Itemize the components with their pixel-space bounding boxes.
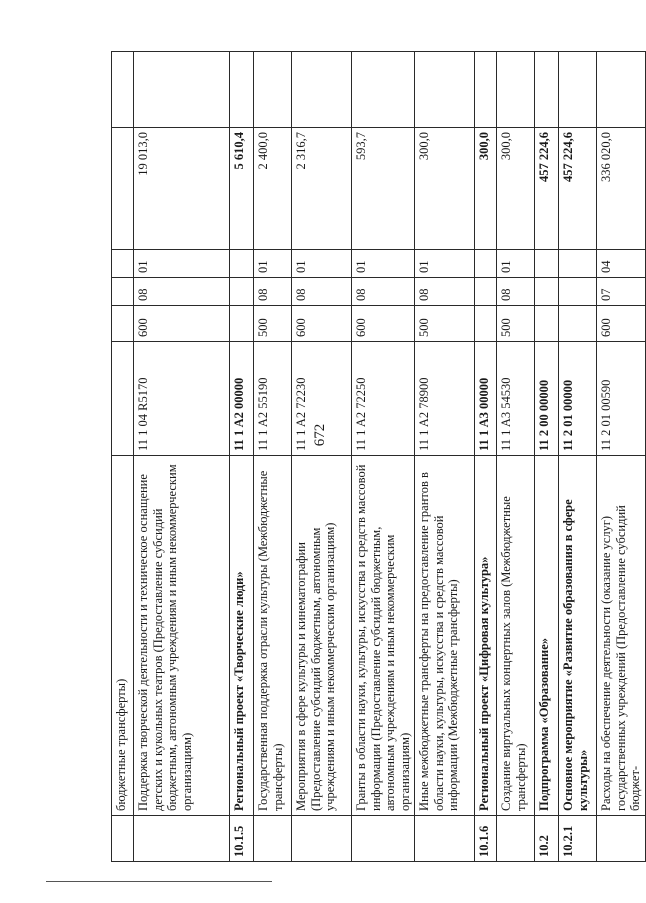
- section-code: 08: [352, 278, 415, 306]
- target-code: 11 1 A3 00000: [475, 342, 497, 456]
- amount: 457 224,6: [559, 128, 597, 250]
- section-code: 08: [134, 278, 230, 306]
- empty-cell: [559, 52, 597, 128]
- row-name: Региональный проект «Творческие люди»: [230, 456, 254, 816]
- row-number: [134, 816, 230, 862]
- subsection-code: [559, 250, 597, 278]
- amount: 457 224,6: [535, 128, 559, 250]
- row-name: Подпрограмма «Образование»: [535, 456, 559, 816]
- subsection-code: [230, 250, 254, 278]
- target-code: 11 1 A2 00000: [230, 342, 254, 456]
- row-number: 10.1.6: [475, 816, 497, 862]
- section-code: 08: [415, 278, 475, 306]
- row-name: Иные межбюджетные трансферты на предоставление грантов в области науки, культуры, искусства и средств массовой информации (Межбюджетные трансферты): [415, 456, 475, 816]
- empty-cell: [535, 52, 559, 128]
- table-row: [134, 52, 230, 862]
- section-code: 08: [292, 278, 352, 306]
- row-number: 10.1.5: [230, 816, 254, 862]
- subsection-code: 01: [497, 250, 535, 278]
- empty-cell: [597, 52, 646, 128]
- subsection-code: 01: [134, 250, 230, 278]
- subsection-code: 01: [352, 250, 415, 278]
- table-row: [254, 52, 292, 862]
- table-row: [112, 52, 134, 862]
- expense-type-code: 500: [415, 306, 475, 342]
- target-code: 11 1 A3 54530: [497, 342, 535, 456]
- row-name: Мероприятия в сфере культуры и кинематографии (Предоставление субсидий бюджетным, автономным учреждениям и иным некоммерческим организациям): [292, 456, 352, 816]
- target-code: 11 1 A2 55190: [254, 342, 292, 456]
- empty-cell: [112, 52, 134, 128]
- row-number: [597, 816, 646, 862]
- section-code: 08: [497, 278, 535, 306]
- amount: 19 013,0: [134, 128, 230, 250]
- expense-type-code: 600: [352, 306, 415, 342]
- amount: 593,7: [352, 128, 415, 250]
- target-code: 11 2 01 00590: [597, 342, 646, 456]
- empty-cell: [254, 52, 292, 128]
- amount: 5 610,4: [230, 128, 254, 250]
- row-number: [497, 816, 535, 862]
- amount: [112, 128, 134, 250]
- row-name: Региональный проект «Цифровая культура»: [475, 456, 497, 816]
- empty-cell: [230, 52, 254, 128]
- table-row: [497, 52, 535, 862]
- row-name: Гранты в области науки, культуры, искусства и средств массовой информации (Предоставление субсидий бюджетным, автономным учреждениям и иным некоммерческим организациям): [352, 456, 415, 816]
- row-name: Основное мероприятие «Развитие образования в сфере культуры»: [559, 456, 597, 816]
- row-name: Поддержка творческой деятельности и техническое оснащение детских и кукольных театров (Предоставление субсидий бюджетным, автономным учреждениям и иным некоммерческим организациям): [134, 456, 230, 816]
- expense-type-code: 600: [134, 306, 230, 342]
- amount: 300,0: [415, 128, 475, 250]
- amount: 2 316,7: [292, 128, 352, 250]
- budget-table-rotated: [111, 52, 642, 862]
- table-row: [352, 52, 415, 862]
- budget-table: [111, 51, 646, 862]
- table-row: [292, 52, 352, 862]
- row-name: бюджетные трансферты): [112, 456, 134, 816]
- subsection-code: [112, 250, 134, 278]
- table-row: [597, 52, 646, 862]
- amount: 300,0: [497, 128, 535, 250]
- subsection-code: 04: [597, 250, 646, 278]
- expense-type-code: [535, 306, 559, 342]
- expense-type-code: [112, 306, 134, 342]
- table-row: [559, 52, 597, 862]
- expense-type-code: 600: [292, 306, 352, 342]
- section-code: [535, 278, 559, 306]
- target-code: 11 1 A2 78900: [415, 342, 475, 456]
- table-row: [535, 52, 559, 862]
- expense-type-code: 600: [597, 306, 646, 342]
- section-code: [559, 278, 597, 306]
- section-code: 07: [597, 278, 646, 306]
- target-code: 11 1 A2 72250: [352, 342, 415, 456]
- target-code: 11 1 04 R5170: [134, 342, 230, 456]
- section-code: [230, 278, 254, 306]
- target-code: [112, 342, 134, 456]
- section-code: [112, 278, 134, 306]
- table-row: [230, 52, 254, 862]
- subsection-code: 01: [254, 250, 292, 278]
- table-row: [415, 52, 475, 862]
- row-name: Расходы на обеспечение деятельности (оказание услуг) государственных учреждений (Предоставление субсидий бюджет-: [597, 456, 646, 816]
- amount: 2 400,0: [254, 128, 292, 250]
- row-number: 10.2.1: [559, 816, 597, 862]
- row-name: Государственная поддержка отрасли культуры (Межбюджетные трансферты): [254, 456, 292, 816]
- footer-rule: [46, 881, 272, 882]
- subsection-code: 01: [292, 250, 352, 278]
- empty-cell: [497, 52, 535, 128]
- empty-cell: [292, 52, 352, 128]
- target-code: 11 2 00 00000: [535, 342, 559, 456]
- target-code: 11 2 01 00000: [559, 342, 597, 456]
- expense-type-code: [475, 306, 497, 342]
- empty-cell: [415, 52, 475, 128]
- row-number: [292, 816, 352, 862]
- row-number: [112, 816, 134, 862]
- empty-cell: [134, 52, 230, 128]
- expense-type-code: 500: [254, 306, 292, 342]
- row-name: Создание виртуальных концертных залов (Межбюджетные трансферты): [497, 456, 535, 816]
- subsection-code: [475, 250, 497, 278]
- expense-type-code: 500: [497, 306, 535, 342]
- empty-cell: [352, 52, 415, 128]
- empty-cell: [475, 52, 497, 128]
- target-code: 11 1 A2 72230: [292, 342, 352, 456]
- section-code: [475, 278, 497, 306]
- amount: 336 020,0: [597, 128, 646, 250]
- amount: 300,0: [475, 128, 497, 250]
- page-number: 672: [312, 423, 328, 447]
- table-body: [112, 52, 646, 862]
- subsection-code: [535, 250, 559, 278]
- expense-type-code: [559, 306, 597, 342]
- section-code: 08: [254, 278, 292, 306]
- row-number: [352, 816, 415, 862]
- table-row: [475, 52, 497, 862]
- row-number: 10.2: [535, 816, 559, 862]
- expense-type-code: [230, 306, 254, 342]
- row-number: [254, 816, 292, 862]
- subsection-code: 01: [415, 250, 475, 278]
- row-number: [415, 816, 475, 862]
